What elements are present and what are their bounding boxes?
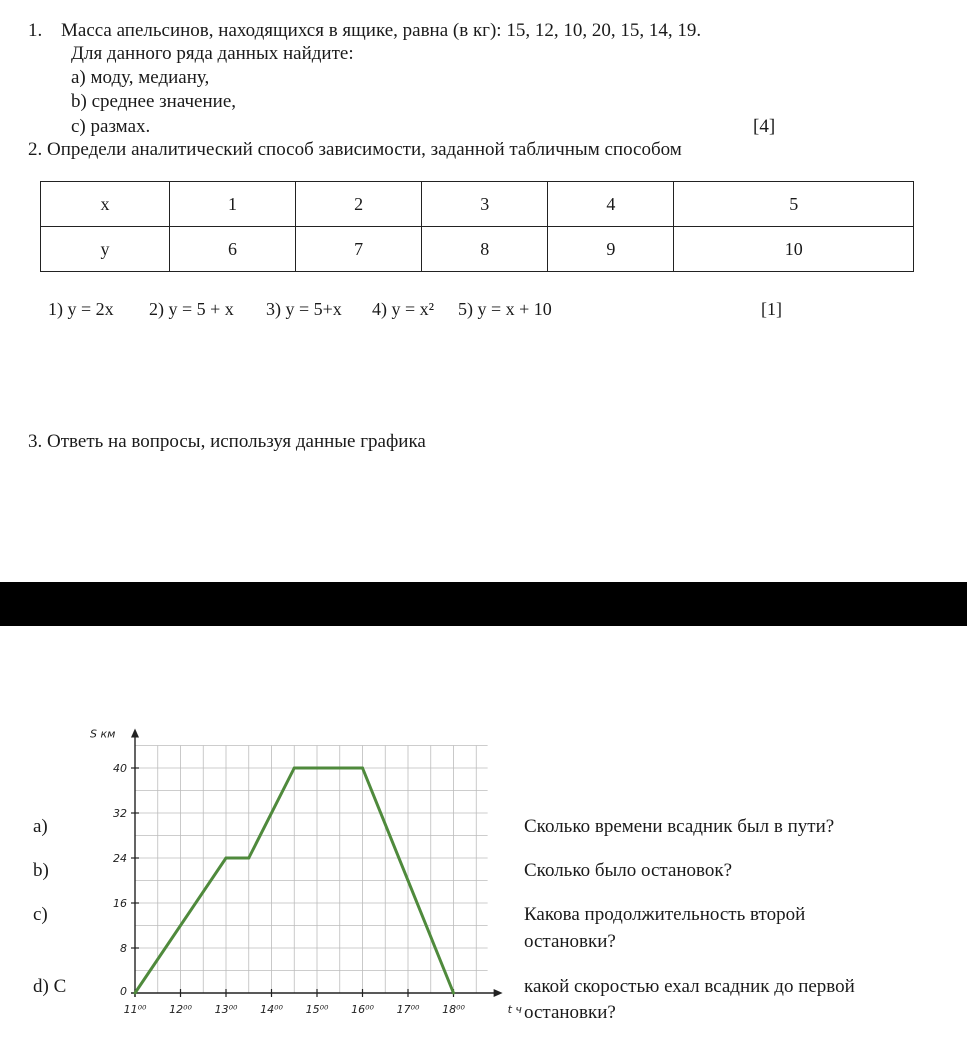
- q2-option-4: 4) у = х²: [372, 299, 435, 319]
- y-axis-label: S км: [90, 727, 116, 741]
- x-tick-label: 17⁰⁰: [396, 1003, 420, 1016]
- x-tick-label: 13⁰⁰: [214, 1003, 238, 1016]
- q1-number: 1.: [28, 20, 43, 41]
- table-cell: 7: [296, 227, 422, 272]
- q2-option-5: 5) у = х + 10: [458, 299, 552, 319]
- q3-question-d-line2: остановки?: [524, 1002, 616, 1023]
- y-tick-label: 40: [113, 762, 127, 775]
- black-band: [0, 582, 967, 626]
- y-tick-label: 16: [113, 897, 127, 910]
- table-cell: 10: [674, 227, 914, 272]
- table-cell: 8: [422, 227, 548, 272]
- q1-item-b: b) среднее значение,: [71, 91, 236, 112]
- y-axis-arrow: [131, 729, 139, 738]
- q3-label-d: d) С: [33, 976, 67, 997]
- y-tick-label: 24: [113, 852, 127, 865]
- data-point: [293, 767, 296, 770]
- table-cell: 1: [170, 182, 296, 227]
- q1-line2: Для данного ряда данных найдите:: [71, 43, 354, 64]
- q1-points: [4]: [753, 116, 776, 137]
- q2-option-3: 3) у = 5+х: [266, 299, 342, 319]
- y-tick-label: 0: [120, 985, 127, 998]
- q1-item-c: с) размах.: [71, 116, 151, 137]
- table-cell: 3: [422, 182, 548, 227]
- y-tick-label: 32: [113, 807, 127, 820]
- q3-text: 3. Ответь на вопросы, используя данные графика: [28, 431, 426, 452]
- data-point: [134, 992, 137, 995]
- data-point: [225, 857, 228, 860]
- q3-label-b: b): [33, 860, 49, 881]
- q3-question-c-line2: остановки?: [524, 931, 616, 952]
- q3-label-c: c): [33, 904, 48, 925]
- function-table: [40, 181, 914, 272]
- x-tick-label: 12⁰⁰: [169, 1003, 192, 1016]
- x-tick-label: 14⁰⁰: [260, 1003, 283, 1016]
- distance-time-chart: [0, 725, 520, 1030]
- q2-points: [1]: [761, 299, 782, 319]
- x-tick-label: 11⁰⁰: [123, 1003, 147, 1016]
- data-point: [247, 857, 250, 860]
- data-point: [361, 767, 364, 770]
- q2-option-2: 2) у = 5 + х: [149, 299, 234, 319]
- table-cell: 5: [674, 182, 914, 227]
- y-tick-label: 8: [120, 942, 127, 955]
- table-header-x: x: [41, 182, 170, 227]
- table-cell: 9: [548, 227, 674, 272]
- q1-item-a: а) моду, медиану,: [71, 67, 210, 88]
- x-tick-label: 18⁰⁰: [442, 1003, 465, 1016]
- table-cell: 4: [548, 182, 674, 227]
- table-header-y: y: [41, 227, 170, 272]
- x-axis-label: t ч: [507, 1003, 522, 1016]
- q2-text: 2. Определи аналитический способ зависимости, заданной табличным способом: [28, 139, 682, 160]
- x-tick-label: 16⁰⁰: [351, 1003, 374, 1016]
- table-row-y: [41, 227, 914, 272]
- table-cell: 6: [170, 227, 296, 272]
- table-cell: 2: [296, 182, 422, 227]
- q3-question-b: Сколько было остановок?: [524, 860, 733, 881]
- x-axis-arrow: [494, 989, 503, 997]
- q1-line1: Масса апельсинов, находящихся в ящике, равна (в кг): 15, 12, 10, 20, 15, 14, 19.: [61, 20, 702, 41]
- q3-label-a: a): [33, 816, 48, 837]
- q3-question-d-line1: какой скоростью ехал всадник до первой: [524, 976, 855, 997]
- x-tick-label: 15⁰⁰: [305, 1003, 329, 1016]
- q3-question-c-line1: Какова продолжительность второй: [524, 904, 806, 925]
- table-row-x: [41, 182, 914, 227]
- q2-option-1: 1) у = 2х: [48, 299, 114, 319]
- data-point: [452, 992, 455, 995]
- q3-question-a: Сколько времени всадник был в пути?: [524, 816, 835, 837]
